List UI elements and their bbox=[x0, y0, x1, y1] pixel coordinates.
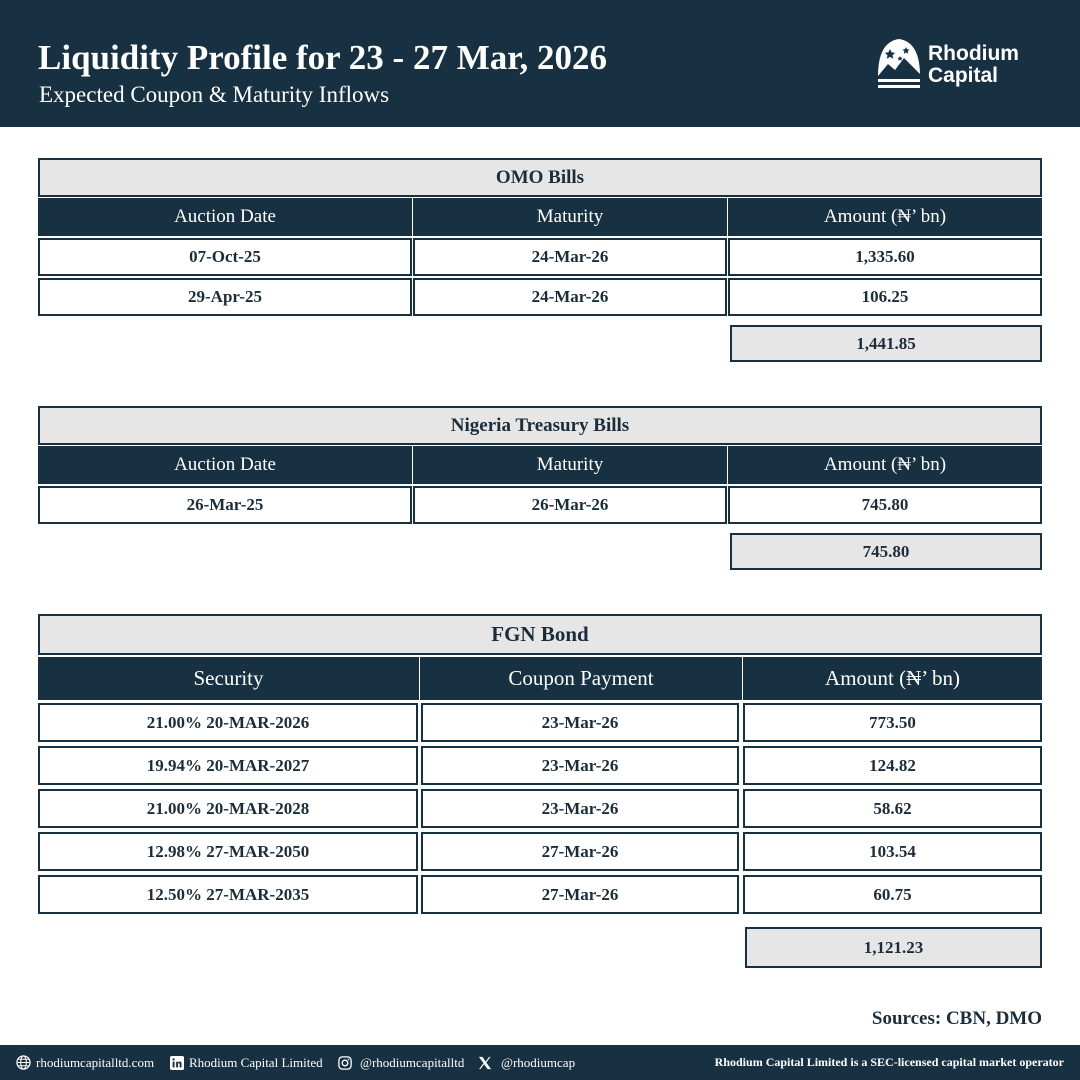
table-cell: 26-Mar-25 bbox=[38, 486, 412, 524]
table-cell: 24-Mar-26 bbox=[413, 278, 727, 316]
ntb-header-amount: Amount (₦’ bn) bbox=[728, 446, 1042, 484]
ntb-section bbox=[38, 406, 1042, 572]
footer-disclaimer: Rhodium Capital Limited is a SEC-licensed capital market operator bbox=[714, 1055, 1064, 1069]
fgn-total: 1,121.23 bbox=[745, 927, 1042, 968]
logo-wordmark bbox=[928, 43, 1019, 87]
table-cell: 106.25 bbox=[728, 278, 1042, 316]
table-cell: 29-Apr-25 bbox=[38, 278, 412, 316]
table-cell: 103.54 bbox=[743, 832, 1042, 871]
table-cell: 19.94% 20-MAR-2027 bbox=[38, 746, 418, 785]
rhodium-logo bbox=[876, 36, 1046, 92]
footer-website-text: rhodiumcapitalltd.com bbox=[36, 1054, 155, 1070]
table-cell: 60.75 bbox=[743, 875, 1042, 914]
table-cell: 27-Mar-26 bbox=[421, 832, 739, 871]
header-banner bbox=[0, 0, 1080, 127]
table-cell: 1,335.60 bbox=[728, 238, 1042, 276]
ntb-header-auction-date: Auction Date bbox=[38, 446, 412, 484]
table-cell: 23-Mar-26 bbox=[421, 746, 739, 785]
page-subtitle: Expected Coupon & Maturity Inflows bbox=[39, 82, 390, 107]
page-title: Liquidity Profile for 23 - 27 Mar, 2026 bbox=[38, 38, 608, 77]
table-cell: 124.82 bbox=[743, 746, 1042, 785]
fgn-header-security: Security bbox=[38, 657, 419, 700]
table-cell: 27-Mar-26 bbox=[421, 875, 739, 914]
table-cell: 58.62 bbox=[743, 789, 1042, 828]
fgn-bond-section bbox=[38, 614, 1042, 970]
ntb-total: 745.80 bbox=[730, 533, 1042, 570]
ntb-title: Nigeria Treasury Bills bbox=[38, 406, 1042, 445]
table-cell: 07-Oct-25 bbox=[38, 238, 412, 276]
footer-linkedin[interactable] bbox=[170, 1045, 323, 1080]
footer-instagram[interactable] bbox=[338, 1045, 464, 1080]
table-cell: 21.00% 20-MAR-2028 bbox=[38, 789, 418, 828]
footer-instagram-text: @rhodiumcapitalltd bbox=[360, 1054, 465, 1070]
instagram-icon bbox=[338, 1056, 352, 1070]
table-cell: 23-Mar-26 bbox=[421, 703, 739, 742]
omo-header-auction-date: Auction Date bbox=[38, 198, 412, 236]
omo-total: 1,441.85 bbox=[730, 325, 1042, 362]
footer-bar bbox=[0, 1045, 1080, 1080]
omo-bills-section bbox=[38, 158, 1042, 363]
footer-website[interactable] bbox=[16, 1045, 154, 1080]
footer-linkedin-text: Rhodium Capital Limited bbox=[189, 1054, 323, 1070]
table-cell: 12.50% 27-MAR-2035 bbox=[38, 875, 418, 914]
sources-note: Sources: CBN, DMO bbox=[871, 1008, 1042, 1029]
table-cell: 773.50 bbox=[743, 703, 1042, 742]
ntb-header-maturity: Maturity bbox=[413, 446, 727, 484]
omo-header-maturity: Maturity bbox=[413, 198, 727, 236]
x-icon bbox=[478, 1056, 492, 1070]
fgn-bond-title: FGN Bond bbox=[38, 614, 1042, 655]
globe-icon bbox=[16, 1055, 31, 1070]
table-cell: 745.80 bbox=[728, 486, 1042, 524]
logo-line-2: Capital bbox=[928, 64, 999, 87]
omo-bills-title: OMO Bills bbox=[38, 158, 1042, 197]
footer-x-text: @rhodiumcap bbox=[501, 1054, 576, 1070]
table-cell: 23-Mar-26 bbox=[421, 789, 739, 828]
table-cell: 21.00% 20-MAR-2026 bbox=[38, 703, 418, 742]
rhodium-logo-icon bbox=[876, 36, 922, 90]
table-cell: 24-Mar-26 bbox=[413, 238, 727, 276]
table-cell: 26-Mar-26 bbox=[413, 486, 727, 524]
omo-header-amount: Amount (₦’ bn) bbox=[728, 198, 1042, 236]
fgn-header-coupon-payment: Coupon Payment bbox=[420, 657, 742, 700]
fgn-header-amount: Amount (₦’ bn) bbox=[743, 657, 1042, 700]
footer-x[interactable] bbox=[478, 1045, 575, 1080]
logo-line-1: Rhodium bbox=[928, 42, 1019, 65]
table-cell: 12.98% 27-MAR-2050 bbox=[38, 832, 418, 871]
linkedin-icon bbox=[170, 1056, 184, 1070]
